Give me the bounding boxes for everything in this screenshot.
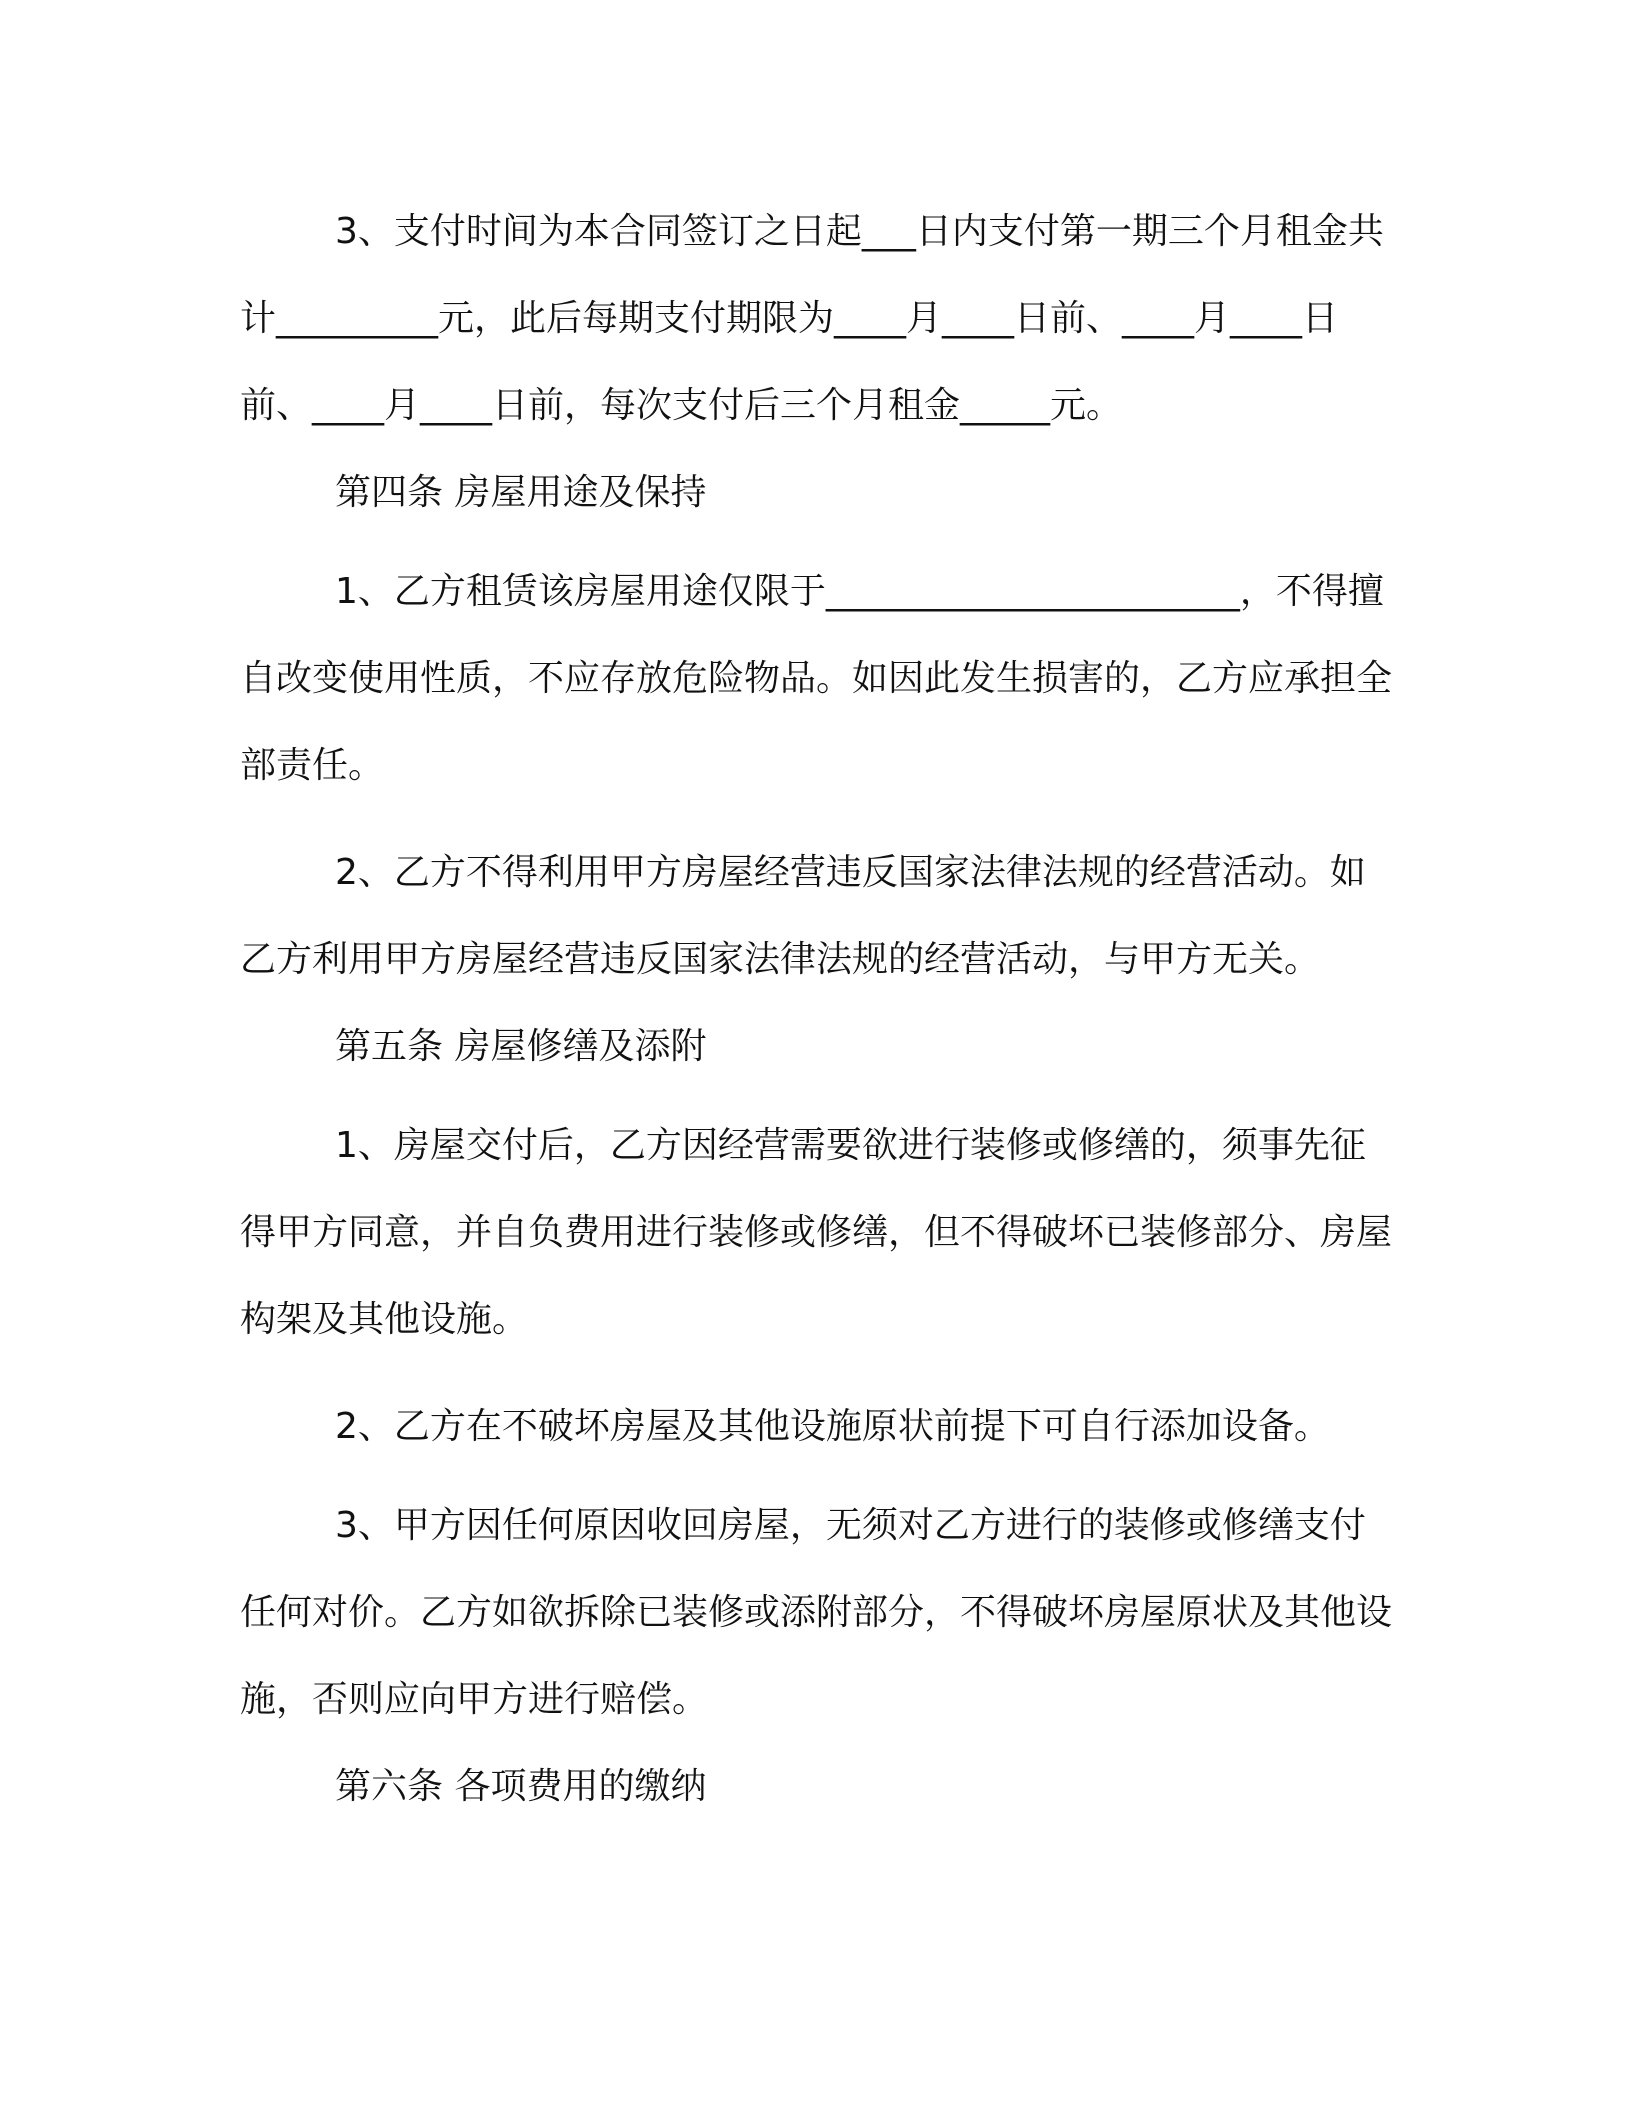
- article-4-heading: 第四条 房屋用途及保持: [335, 472, 707, 513]
- clause-3-payment-time: 3、支付时间为本合同签订之日起___日内支付第一期三个月租金共计_________元，此后每期支付期限为____月____日前、____月____日前、____月____日前，每次支付后三个月租金_____元。: [240, 211, 1384, 426]
- article-5-clause-3: 3、甲方因任何原因收回房屋，无须对乙方进行的装修或修缮支付任何对价。乙方如欲拆除已装修或添附部分，不得破坏房屋原状及其他设施，否则应向甲方进行赔偿。: [240, 1505, 1393, 1720]
- article-6-heading: 第六条 各项费用的缴纳: [335, 1766, 707, 1807]
- article-5-clause-2: 2、乙方在不破坏房屋及其他设施原状前提下可自行添加设备。: [335, 1406, 1330, 1447]
- document-body: [240, 188, 1400, 1830]
- article-5-heading: 第五条 房屋修缮及添附: [335, 1026, 707, 1067]
- article-5-clause-1: 1、房屋交付后，乙方因经营需要欲进行装修或修缮的，须事先征得甲方同意，并自负费用进行装修或修缮，但不得破坏已装修部分、房屋构架及其他设施。: [240, 1125, 1393, 1340]
- article-4-clause-1: 1、乙方租赁该房屋用途仅限于_______________________，不得擅自改变使用性质，不应存放危险物品。如因此发生损害的，乙方应承担全部责任。: [240, 571, 1393, 786]
- article-4-clause-2: 2、乙方不得利用甲方房屋经营违反国家法律法规的经营活动。如乙方利用甲方房屋经营违反国家法律法规的经营活动，与甲方无关。: [240, 852, 1366, 980]
